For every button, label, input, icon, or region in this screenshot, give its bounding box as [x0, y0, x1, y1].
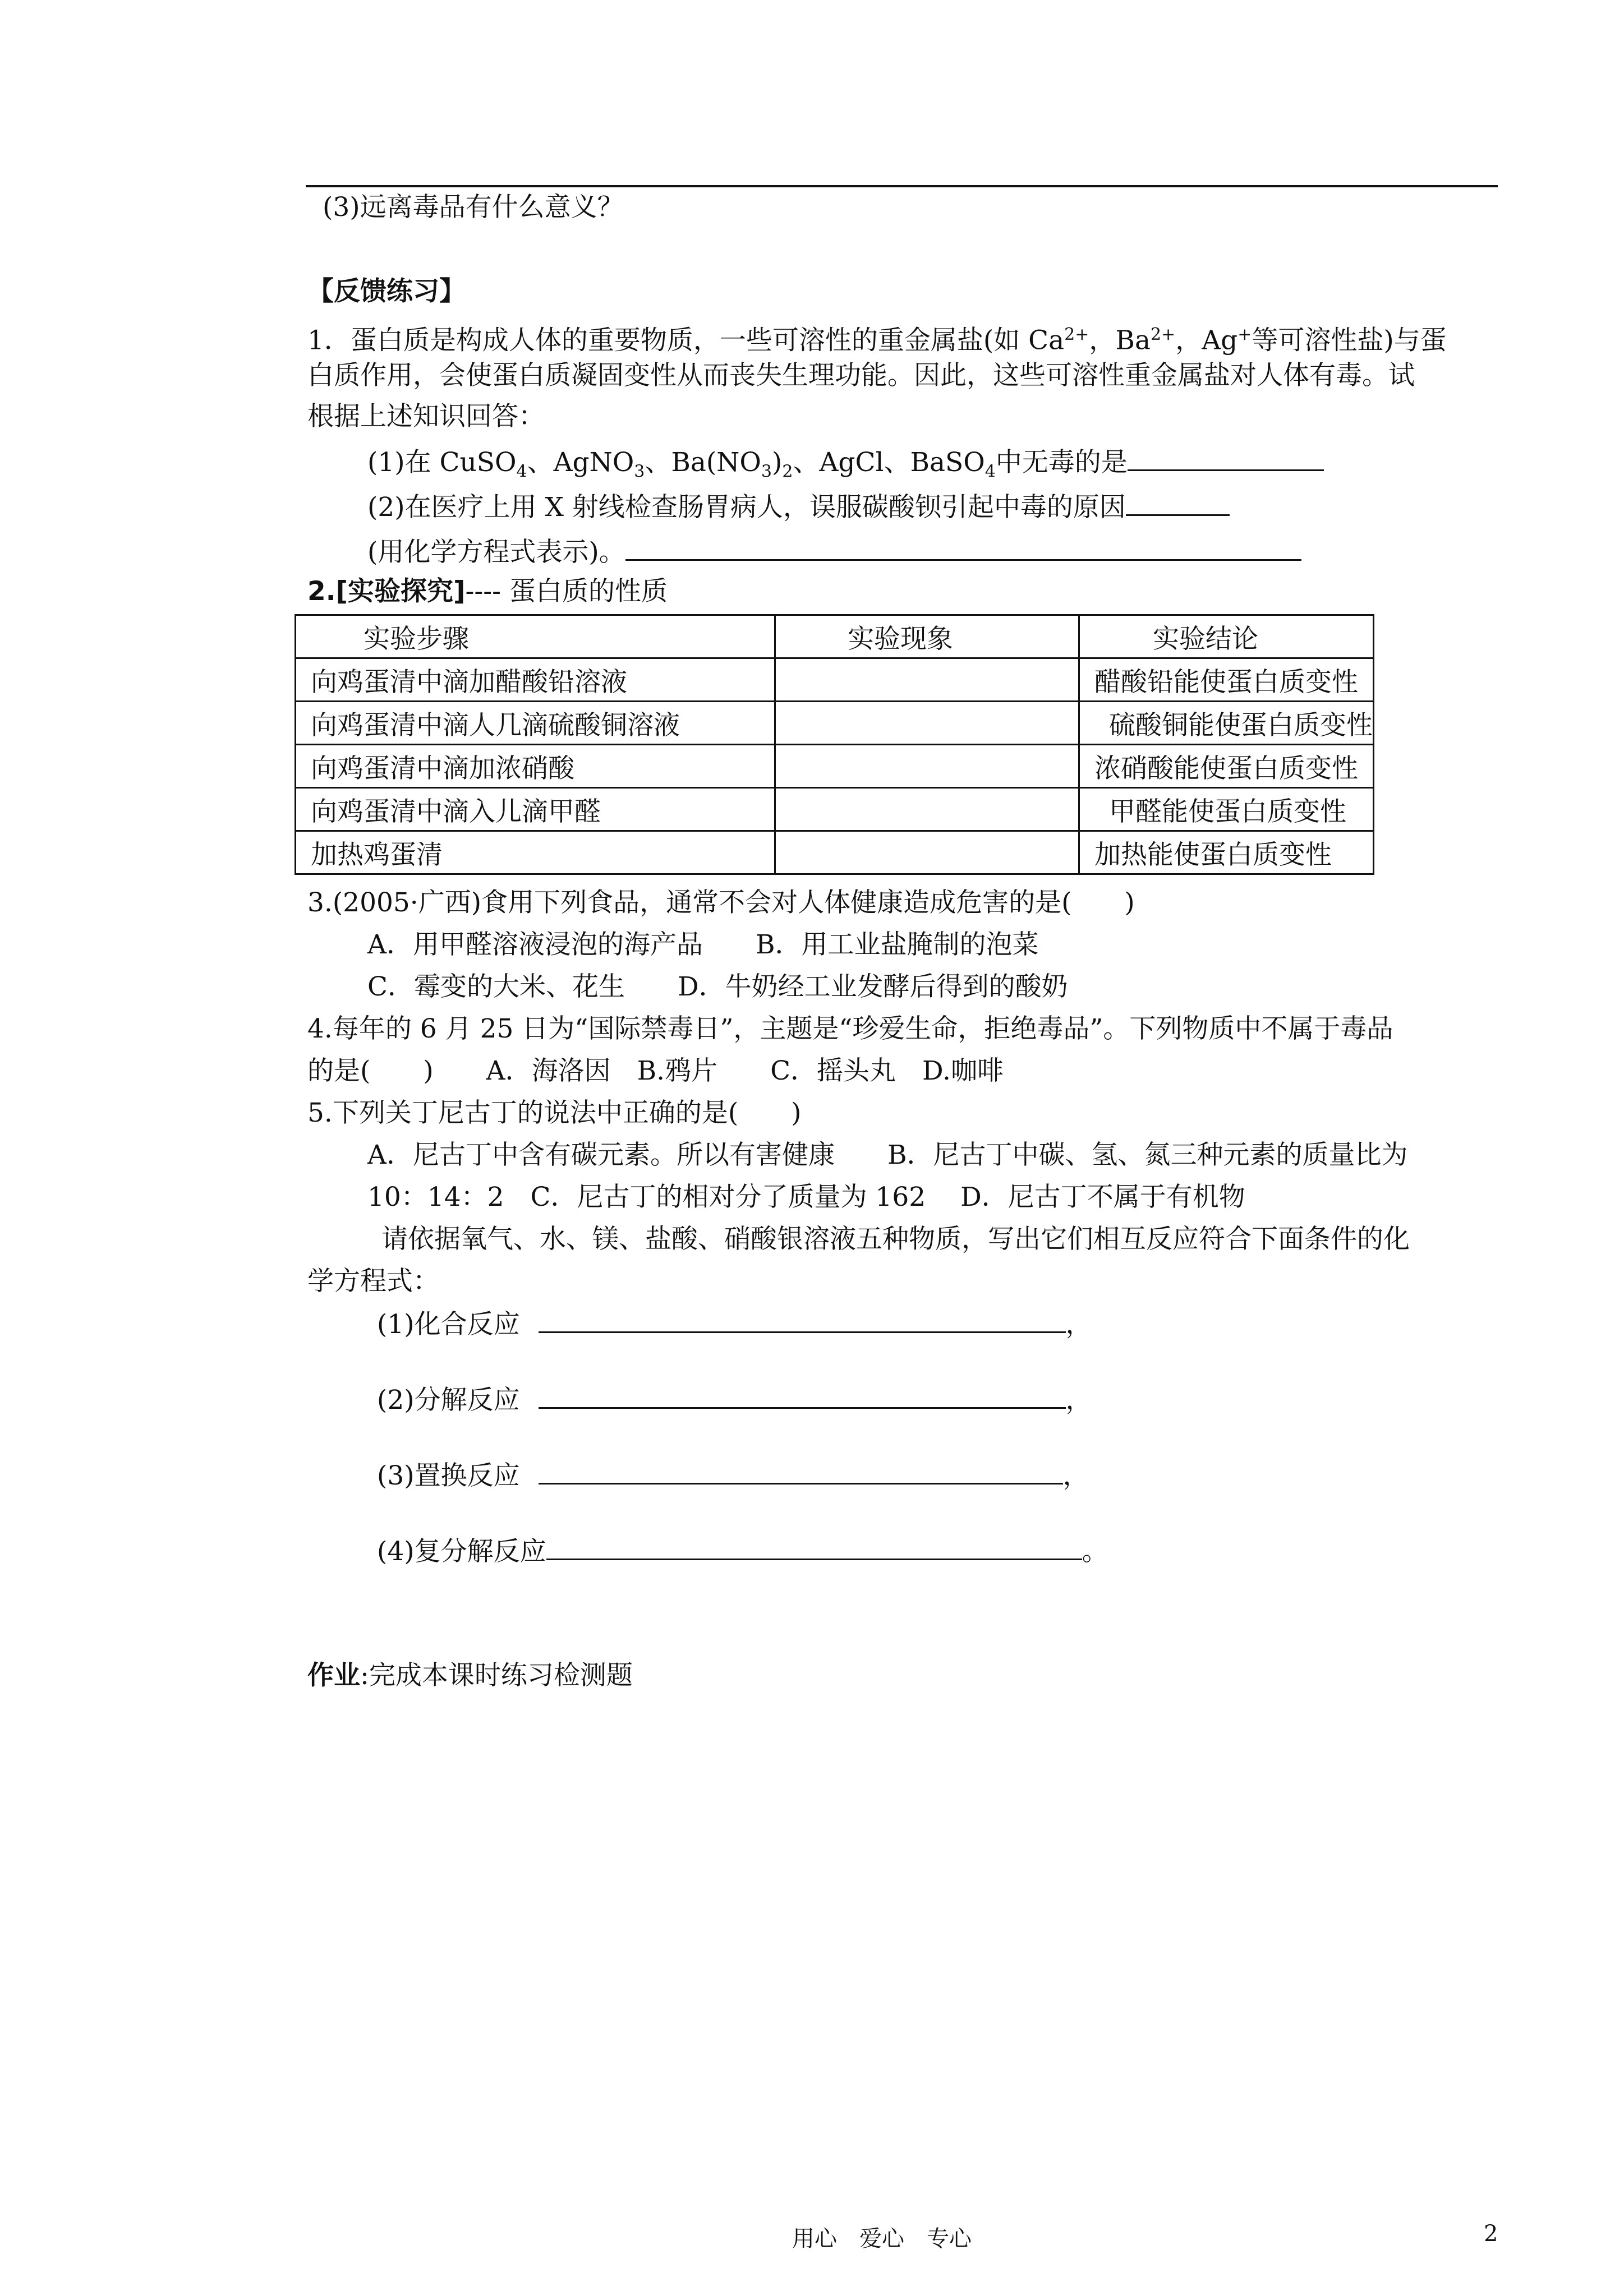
- reaction-1-label: (1)化合反应: [377, 1309, 520, 1340]
- q5-line2: 10：14：2 C．尼古丁的相对分了质量为 162 D．尼古丁不属于有机物: [367, 1182, 1245, 1212]
- q1-sub2b-text: (用化学方程式表示)。: [367, 537, 625, 568]
- ag-charge: +: [1237, 325, 1252, 344]
- header-rule: [306, 185, 1498, 187]
- q5-stem: 5.下列关丁尼古丁的说法中正确的是( ): [307, 1098, 802, 1128]
- table-cell-phenomenon[interactable]: [775, 831, 1079, 874]
- homework-label: 作业: [307, 1660, 360, 1691]
- q1-sub1-post: 中无毒的是: [995, 447, 1128, 478]
- ca-charge: 2+: [1064, 325, 1089, 344]
- q1-sub1: [367, 445, 1324, 488]
- q6-line2: 学方程式：: [307, 1266, 439, 1297]
- reaction-2-comma: ，: [1065, 1385, 1092, 1416]
- table-cell-conclusion: 加热能使蛋白质变性: [1079, 831, 1374, 874]
- homework-text: :完成本课时练习检测题: [360, 1660, 633, 1691]
- footer-slogan: 用心 爱心 专心: [792, 2226, 972, 2252]
- q1-sub2b-answer-blank[interactable]: [625, 534, 1301, 561]
- table-row: [296, 658, 1374, 702]
- experiment-table: [295, 614, 1374, 875]
- sub-3b: 3: [761, 462, 772, 482]
- table-cell-conclusion: 甲醛能使蛋白质变性: [1079, 788, 1374, 831]
- q6-line1: 请依据氧气、水、镁、盐酸、硝酸银溶液五种物质，写出它们相互反应符合下面条件的化: [381, 1224, 1410, 1255]
- q1-line1: [307, 318, 1447, 358]
- q1-sub2-answer-blank[interactable]: [1126, 490, 1230, 516]
- reaction-3-blank[interactable]: [539, 1458, 1063, 1484]
- reaction-2-blank[interactable]: [539, 1382, 1066, 1409]
- q3-options-ab: A．用甲醛溶液浸泡的海产品 B．用工业盐腌制的泡菜: [367, 929, 1039, 960]
- q1-line3: 根据上述知识回答：: [307, 401, 545, 432]
- header-phenomenon: 实验现象: [775, 615, 1079, 658]
- question-3-meaning: (3)远离毒品有什么意义？: [323, 192, 624, 223]
- q3-options-cd: C．霉变的大米、花生 D．牛奶经工业发酵后得到的酸奶: [367, 971, 1068, 1002]
- q4-line1: 4.每年的 6 月 25 日为“国际禁毒日”，主题是“珍爱生命，拒绝毒品”。下列物质中不属于毒品: [307, 1013, 1393, 1044]
- q1-sub1-t2: 、AgNO: [527, 447, 634, 478]
- sub-4b: 4: [984, 462, 996, 482]
- q2-title-rest: ---- 蛋白质的性质: [465, 576, 668, 607]
- table-cell-conclusion: 醋酸铅能使蛋白质变性: [1079, 658, 1374, 702]
- q1-sub1-answer-blank[interactable]: [1128, 445, 1324, 471]
- reaction-3-comma: ，: [1062, 1460, 1089, 1491]
- q1-sub1-pre: (1)在 CuSO: [367, 447, 517, 478]
- section-feedback-heading: 【反馈练习】: [307, 276, 466, 307]
- ba-text: ，Ba: [1089, 325, 1151, 356]
- reaction-1: [377, 1307, 1092, 1341]
- table-cell-step: 向鸡蛋清中滴加浓硝酸: [296, 745, 775, 788]
- table-cell-phenomenon[interactable]: [775, 788, 1079, 831]
- table-row: [296, 788, 1374, 831]
- table-cell-step: 向鸡蛋清中滴入儿滴甲醛: [296, 788, 775, 831]
- q1-line1-post: 等可溶性盐)与蛋: [1252, 325, 1447, 356]
- reaction-2-label: (2)分解反应: [377, 1385, 520, 1416]
- homework-line: [307, 1659, 633, 1693]
- reaction-4-period: 。: [1082, 1536, 1108, 1567]
- reaction-4: [377, 1534, 1108, 1569]
- reaction-1-blank[interactable]: [539, 1307, 1066, 1333]
- q1-sub1-t4: ): [772, 447, 783, 478]
- header-conclusion: 实验结论: [1079, 615, 1374, 658]
- q4-line2: 的是( ) A．海洛因 B.鸦片 C．摇头丸 D.咖啡: [307, 1055, 1004, 1086]
- table-header-row: [296, 615, 1374, 658]
- q3-stem: 3.(2005·广西)食用下列食品，通常不会对人体健康造成危害的是( ): [307, 887, 1135, 918]
- q1-sub1-t3: 、Ba(NO: [645, 447, 761, 478]
- q1-sub1-t5: 、AgCl、BaSO: [793, 447, 985, 478]
- q2-title: [307, 575, 668, 608]
- q2-title-bold: 2.[实验探究]: [307, 576, 466, 607]
- q1-sub2b: [367, 534, 1301, 569]
- table-row: [296, 702, 1374, 745]
- table-cell-step: 向鸡蛋清中滴加醋酸铅溶液: [296, 658, 775, 702]
- header-steps: 实验步骤: [296, 615, 775, 658]
- reaction-1-comma: ，: [1065, 1309, 1092, 1340]
- q1-sub2-text: (2)在医疗上用 X 射线检查肠胃病人，误服碳酸钡引起中毒的原因: [367, 492, 1126, 523]
- table-cell-phenomenon[interactable]: [775, 658, 1079, 702]
- q5-line1: A．尼古丁中含有碳元素。所以有害健康 B．尼古丁中碳、氢、氮三种元素的质量比为: [367, 1140, 1408, 1170]
- reaction-4-blank[interactable]: [546, 1534, 1082, 1560]
- table-row: [296, 745, 1374, 788]
- page-number: 2: [1484, 2221, 1498, 2247]
- sub-4a: 4: [516, 462, 527, 482]
- table-row: [296, 831, 1374, 874]
- q1-sub2: [367, 490, 1230, 524]
- table-cell-conclusion: 浓硝酸能使蛋白质变性: [1079, 745, 1374, 788]
- q1-line2: 白质作用，会使蛋白质凝固变性从而丧失生理功能。因此，这些可溶性重金属盐对人体有毒。试: [307, 360, 1415, 391]
- reaction-3: [377, 1458, 1089, 1493]
- table-cell-phenomenon[interactable]: [775, 702, 1079, 745]
- reaction-4-label: (4)复分解反应: [377, 1536, 546, 1567]
- sub-2: 2: [782, 462, 793, 482]
- reaction-2: [377, 1382, 1092, 1417]
- table-cell-conclusion: 硫酸铜能使蛋白质变性: [1079, 702, 1374, 745]
- table-cell-step: 向鸡蛋清中滴人几滴硫酸铜溶液: [296, 702, 775, 745]
- ba-charge: 2+: [1150, 325, 1176, 344]
- q1-line1-pre: 1．蛋白质是构成人体的重要物质，一些可溶性的重金属盐(如 Ca: [307, 325, 1065, 356]
- ag-text: ，Ag: [1175, 325, 1238, 356]
- reaction-3-label: (3)置换反应: [377, 1460, 520, 1491]
- sub-3a: 3: [634, 462, 645, 482]
- table-cell-phenomenon[interactable]: [775, 745, 1079, 788]
- table-cell-step: 加热鸡蛋清: [296, 831, 775, 874]
